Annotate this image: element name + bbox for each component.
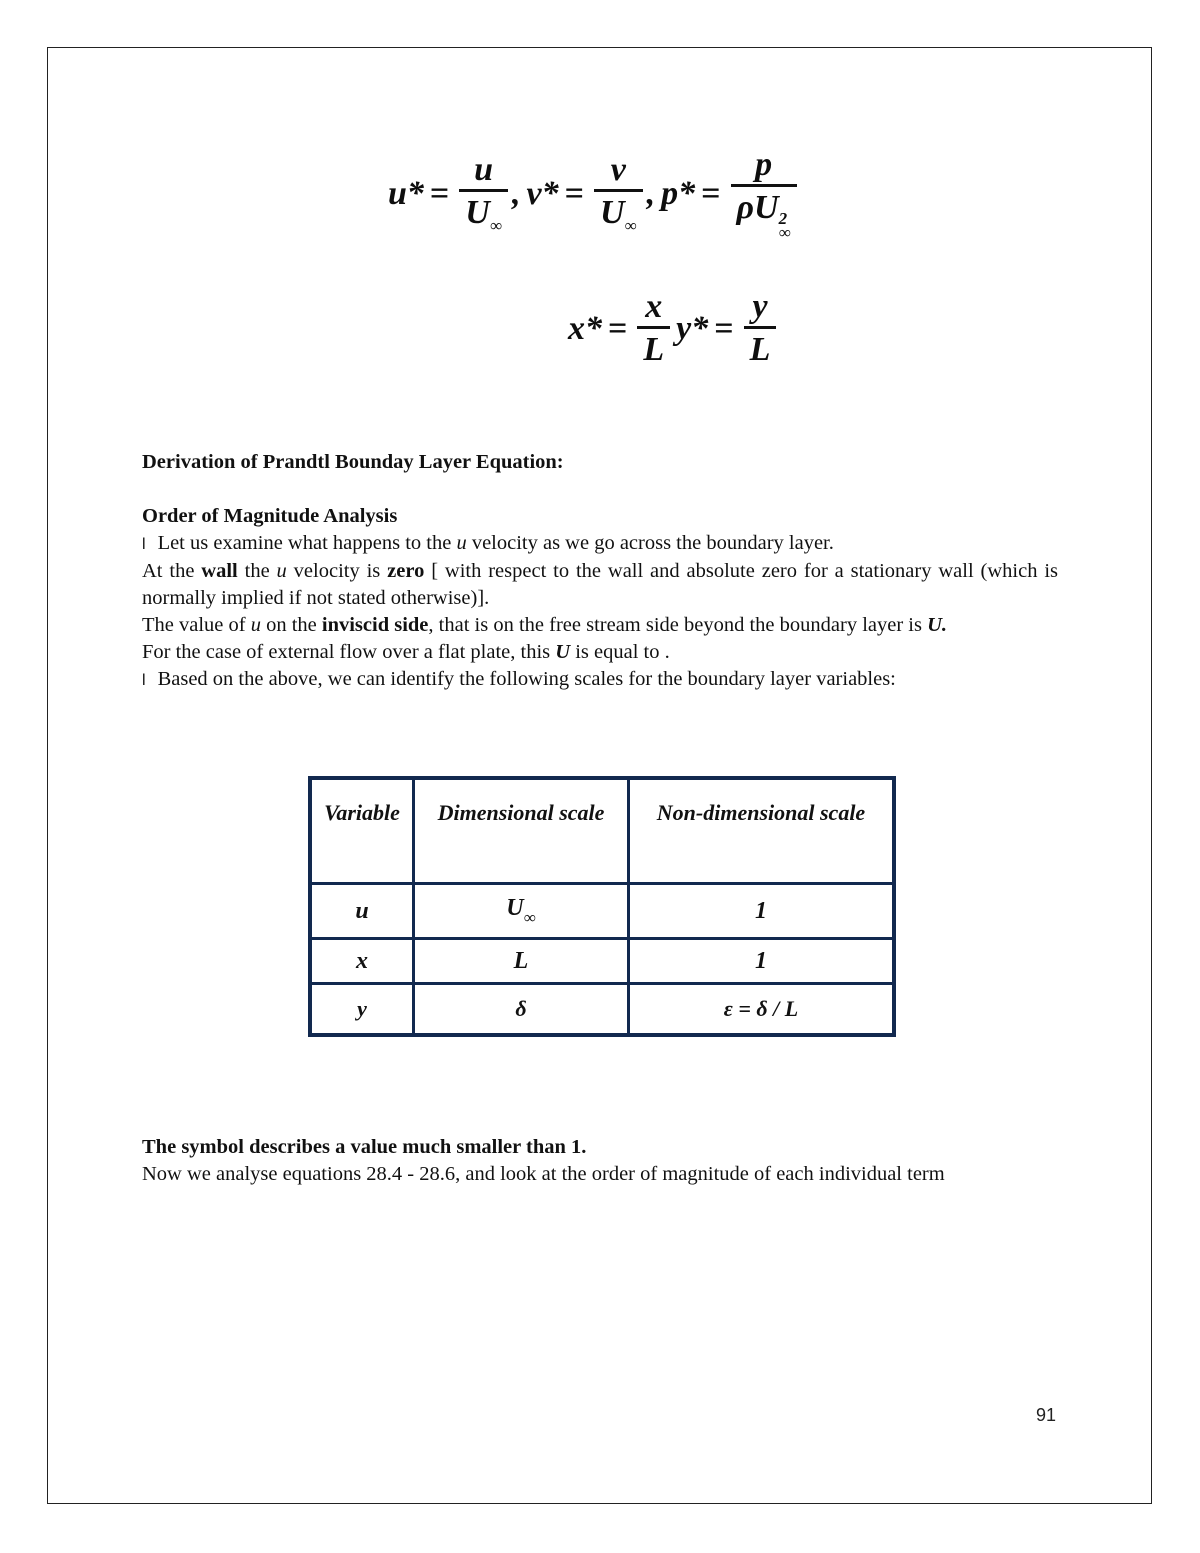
eq-comma: , xyxy=(646,174,656,212)
table-cell-variable: u xyxy=(310,884,414,939)
table-cell-symbol: U xyxy=(506,894,524,921)
eq-x-fraction xyxy=(637,290,670,367)
table-cell-variable: y xyxy=(310,984,414,1036)
table-row xyxy=(310,884,894,939)
text-run: velocity as we go across the boundary layer. xyxy=(466,532,834,554)
eq-p-den-scripts xyxy=(778,209,791,242)
text-run: The xyxy=(142,1136,182,1158)
eq-v-den-symbol: U xyxy=(599,194,625,232)
table-row xyxy=(310,939,894,984)
eq-x-numerator: x xyxy=(645,288,663,325)
text-run: At the xyxy=(142,560,202,582)
text-run: is equal to . xyxy=(570,641,670,663)
eq-u-denominator xyxy=(459,189,508,234)
closing-text xyxy=(142,1134,1058,1188)
table-row xyxy=(310,984,894,1036)
table-cell-nondimensional: 1 xyxy=(629,939,895,984)
eq-y-denominator: L xyxy=(744,326,777,367)
eq-u-star: u* xyxy=(388,174,424,212)
text-run-bold-italic: U xyxy=(555,641,571,663)
eq-y-fraction xyxy=(744,290,777,367)
closing-line-1 xyxy=(142,1134,1058,1161)
eq-equals: = xyxy=(714,309,734,347)
text-run: Let us examine what happens to the xyxy=(157,532,457,554)
table-cell-variable: x xyxy=(310,939,414,984)
text-run: on the xyxy=(260,614,322,636)
eq-v-fraction xyxy=(594,153,643,234)
table-cell-dimensional xyxy=(414,884,629,939)
text-run-italic: u xyxy=(276,560,287,582)
text-run-bold: zero xyxy=(387,560,425,582)
table-cell-dimensional: δ xyxy=(414,984,629,1036)
eq-y-numerator: y xyxy=(752,288,768,325)
scales-table xyxy=(308,776,896,1037)
table-header-nondimensional: Non-dimensional scale xyxy=(629,778,895,884)
page-number: 91 xyxy=(1036,1405,1057,1425)
bullet-icon: l xyxy=(142,536,146,553)
eq-u-numerator: u xyxy=(474,151,494,189)
eq-p-fraction xyxy=(731,146,797,242)
text-run: the xyxy=(237,560,277,582)
eq-p-den-sub: ∞ xyxy=(778,222,791,242)
section-title: Derivation of Prandtl Bounday Layer Equation: xyxy=(142,451,564,473)
paragraph-wall xyxy=(142,558,1058,612)
eq-u-den-sub: ∞ xyxy=(489,216,502,236)
text-run-bold-italic: U. xyxy=(927,614,948,636)
text-run-bold: wall xyxy=(201,560,238,582)
text-run: , that is on the free stream side beyond the boundary layer is xyxy=(428,614,928,636)
eq-equals: = xyxy=(429,174,450,212)
bullet-line-1 xyxy=(142,530,1058,558)
paragraph-inviscid xyxy=(142,612,1058,639)
table-header-row xyxy=(310,778,894,884)
eq-u-den-symbol: U xyxy=(465,194,490,232)
eq-v-star: v* xyxy=(526,174,559,212)
closing-line-2: Now we analyse equations 28.4 - 28.6, and look at the order of magnitude of each individual term xyxy=(142,1163,945,1185)
eq-equals: = xyxy=(701,174,721,212)
table-cell-nondimensional: ε = δ / L xyxy=(629,984,895,1036)
text-run: [ with respect to the wall and absolute zero for a stationary wall (which is normally implied if not stated otherwise)]. xyxy=(142,560,1058,609)
eq-p-star: p* xyxy=(661,174,696,212)
text-run: Based on the above, we can identify the following scales for the boundary layer variables: xyxy=(157,668,896,690)
eq-p-den-symbol: ρU xyxy=(736,189,779,226)
eq-p-den-sup: 2 xyxy=(778,209,788,228)
eq-x-denominator: L xyxy=(637,326,670,367)
table-header-variable: Variable xyxy=(310,778,414,884)
eq-v-numerator: v xyxy=(610,151,626,189)
paragraph-flat-plate xyxy=(142,639,1058,666)
text-run-italic: u xyxy=(456,532,467,554)
bullet-icon: l xyxy=(142,672,146,689)
eq-p-denominator xyxy=(731,184,797,242)
eq-v-denominator xyxy=(594,189,643,234)
text-run: velocity is xyxy=(286,560,388,582)
body-text xyxy=(142,503,1058,694)
eq-equals: = xyxy=(608,309,628,347)
eq-comma: , xyxy=(511,174,521,212)
text-run: symbol describes a value much smaller than 1. xyxy=(181,1136,587,1158)
table-cell-dimensional: L xyxy=(414,939,629,984)
eq-equals: = xyxy=(564,174,584,212)
table-cell-nondimensional: 1 xyxy=(629,884,895,939)
table-cell-subscript: ∞ xyxy=(523,907,536,927)
equation-velocity-pressure-scaling xyxy=(388,146,801,242)
eq-x-star: x* xyxy=(568,309,602,347)
text-run: The value of xyxy=(142,614,251,636)
text-run-italic: u xyxy=(250,614,261,636)
eq-v-den-sub: ∞ xyxy=(624,216,637,236)
eq-u-fraction xyxy=(459,153,508,234)
text-run: For the case of external flow over a flat plate, this xyxy=(142,641,556,663)
table-header-dimensional: Dimensional scale xyxy=(414,778,629,884)
subsection-title: Order of Magnitude Analysis xyxy=(142,505,398,527)
eq-p-numerator: p xyxy=(755,146,773,183)
equation-coordinate-scaling xyxy=(568,290,780,367)
text-run-bold: inviscid side xyxy=(321,614,429,636)
bullet-line-2 xyxy=(142,666,1058,694)
eq-y-star: y* xyxy=(676,309,709,347)
